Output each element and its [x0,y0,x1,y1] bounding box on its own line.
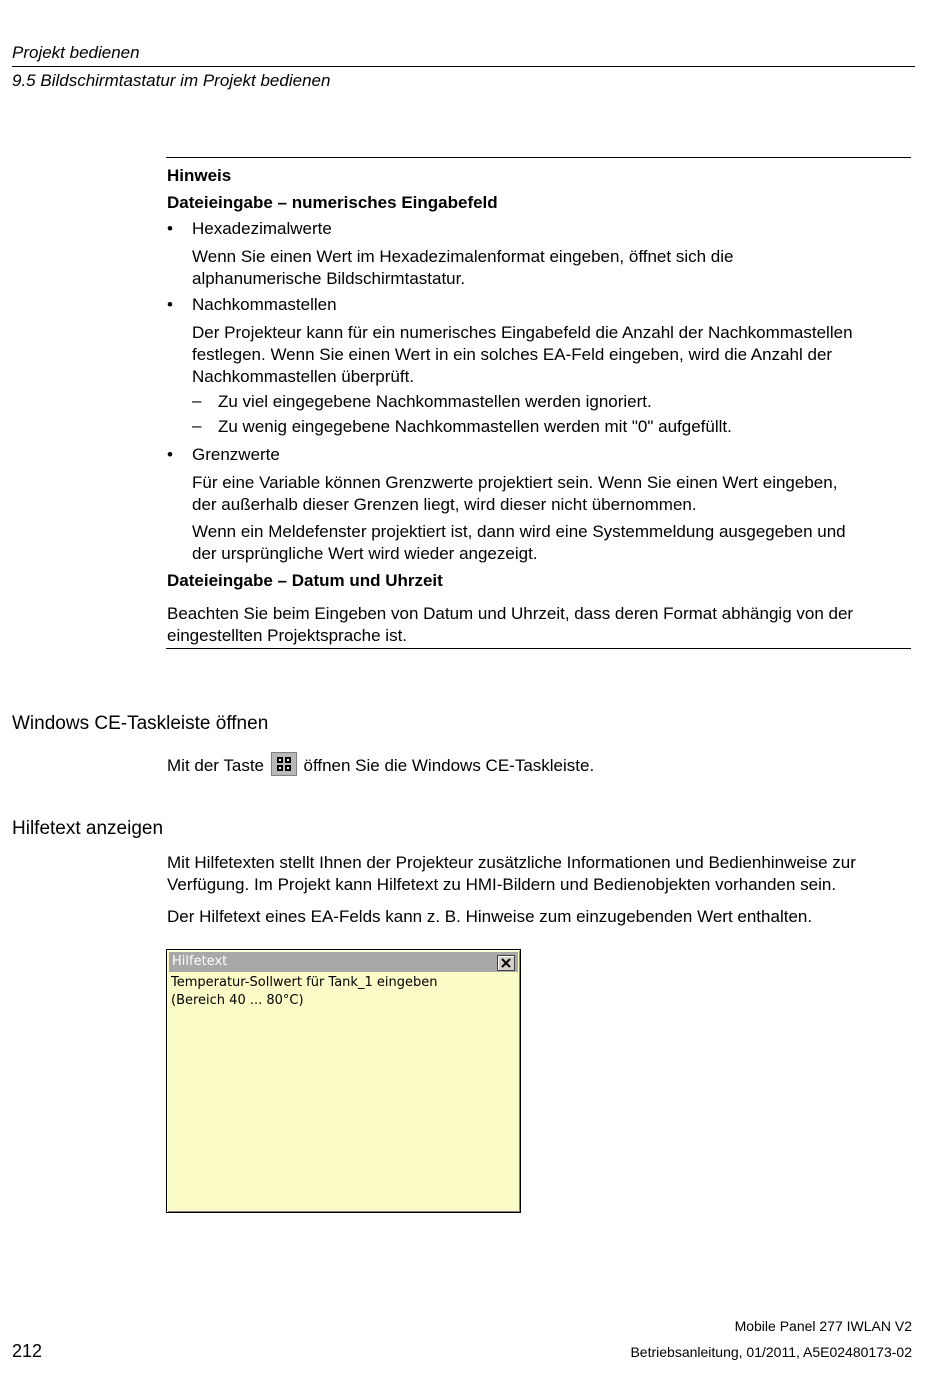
page-number: 212 [12,1341,43,1361]
paragraph-decimals-line: Nachkommastellen überprüft. [192,367,415,386]
bullet-label-limits: Grenzwerte [192,445,280,464]
paragraph-limits-line: der ursprüngliche Wert wird wieder angezeigt. [192,544,538,563]
paragraph-help-line: Verfügung. Im Projekt kann Hilfetext zu HMI-Bildern und Bedienobjekten vorhanden sein. [167,875,837,894]
paragraph-date-line: Beachten Sie beim Eingeben von Datum und Uhrzeit, dass deren Format abhängig von der [167,604,854,623]
help-window-title: Hilfetext [172,954,228,969]
paragraph-limits-line: Wenn ein Meldefenster projektiert ist, dann wird eine Systemmeldung ausgegeben und [192,522,846,541]
close-icon [498,956,514,970]
windows-key-icon [271,752,297,776]
help-window [166,949,521,1213]
header-rule [12,66,915,67]
bullet-dot: • [167,219,173,238]
note-top-rule [166,157,911,158]
help-window-line: (Bereich 40 ... 80°C) [171,993,304,1008]
taskbar-text-before: Mit der Taste [167,756,265,775]
paragraph-taskbar [167,752,594,777]
dash-marker: – [192,391,202,410]
header-chapter: Projekt bedienen [12,43,140,62]
dash-item-too-few: Zu wenig eingegebene Nachkommastellen werden mit "0" aufgefüllt. [218,417,732,436]
dash-marker: – [192,416,202,435]
bullet-label-decimals: Nachkommastellen [192,295,337,314]
bullet-dot: • [167,445,173,464]
note-subheading-numeric: Dateieingabe – numerisches Eingabefeld [167,193,498,212]
header-section: 9.5 Bildschirmtastatur im Projekt bedienen [12,71,331,90]
paragraph-help-line: Mit Hilfetexten stellt Ihnen der Projekteur zusätzliche Informationen und Bedienhinweise zur [167,853,856,872]
dash-item-too-many: Zu viel eingegebene Nachkommastellen werden ignoriert. [218,392,652,411]
help-window-line: Temperatur-Sollwert für Tank_1 eingeben [171,975,438,990]
paragraph-decimals-line: festlegen. Wenn Sie einen Wert in ein solches EA-Feld eingeben, wird die Anzahl der [192,345,833,364]
footer-manual: Betriebsanleitung, 01/2011, A5E02480173-02 [630,1344,912,1360]
note-subheading-date: Dateieingabe – Datum und Uhrzeit [167,571,443,590]
help-window-titlebar [169,952,518,972]
paragraph-limits-line: Für eine Variable können Grenzwerte projektiert sein. Wenn Sie einen Wert eingeben, [192,473,838,492]
paragraph-hex-line: alphanumerische Bildschirmtastatur. [192,269,466,288]
paragraph-decimals-line: Der Projekteur kann für ein numerisches Eingabefeld die Anzahl der Nachkommastellen [192,323,853,342]
help-window-content [171,974,437,1010]
taskbar-text-after: öffnen Sie die Windows CE-Taskleiste. [303,756,595,775]
section-heading-help: Hilfetext anzeigen [12,818,164,839]
paragraph-help-example: Der Hilfetext eines EA-Felds kann z. B. Hinweise zum einzugebenden Wert enthalten. [167,907,813,926]
note-bottom-rule [166,648,911,649]
paragraph-date-line: eingestellten Projektsprache ist. [167,626,408,645]
section-heading-taskbar: Windows CE-Taskleiste öffnen [12,713,269,734]
close-button[interactable] [497,955,515,971]
bullet-dot: • [167,295,173,314]
bullet-label-hex: Hexadezimalwerte [192,219,332,238]
footer-product: Mobile Panel 277 IWLAN V2 [734,1318,912,1334]
note-title: Hinweis [167,166,232,185]
paragraph-limits-line: der außerhalb dieser Grenzen liegt, wird dieser nicht übernommen. [192,495,697,514]
paragraph-hex-line: Wenn Sie einen Wert im Hexadezimalenformat eingeben, öffnet sich die [192,247,734,266]
